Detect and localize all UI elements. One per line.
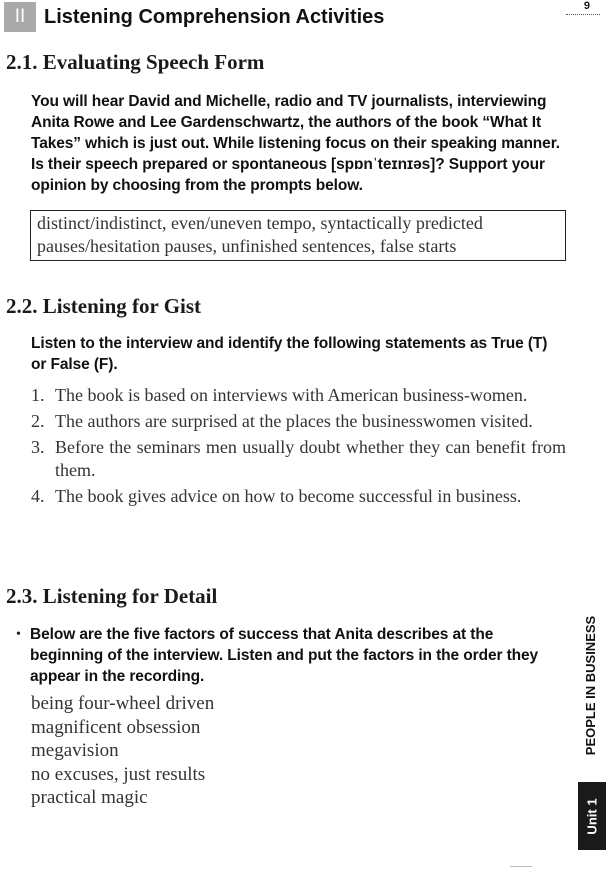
prompt-box: distinct/indistinct, even/uneven tempo, syntactically predicted pauses/hesitation pauses, unfinished sentences, false starts (30, 210, 566, 261)
heading-2-1: 2.1. Evaluating Speech Form (6, 50, 265, 74)
instruction-2-3-block (16, 624, 566, 687)
footer-mark (510, 866, 532, 867)
section-number-badge: II (4, 2, 36, 32)
factor-item: no excuses, just results (31, 763, 206, 785)
instruction-2-2: Listen to the interview and identify the following statements as True (T) or False (F). (31, 335, 548, 373)
statement-item (31, 485, 566, 508)
factor-item: being four-wheel driven (31, 693, 215, 714)
statement-item (31, 410, 566, 433)
unit-tab-label: Unit 1 (584, 797, 600, 835)
page-number-rule (566, 14, 600, 15)
statement-text: The authors are surprised at the places the businesswomen visited. (55, 411, 533, 431)
statement-number: 2. (31, 411, 45, 431)
statement-item (31, 436, 566, 482)
instruction-2-3: Below are the five factors of success that Anita describes at the beginning of the interview. Listen and put the factors in the order they appear in the recording. (30, 626, 539, 685)
statement-number: 1. (31, 385, 45, 405)
unit-tab (578, 782, 606, 850)
side-section-label (576, 600, 606, 770)
statement-text: The book is based on interviews with American business-women. (55, 385, 528, 405)
side-section-text: PEOPLE IN BUSINESS (583, 615, 599, 755)
section-title: Listening Comprehension Activities (44, 5, 385, 28)
statement-item (31, 384, 566, 407)
instruction-2-1: You will hear David and Michelle, radio and TV journalists, interviewing Anita Rowe and Lee Gardenschwartz, the authors of the book “What It Takes” which is just out. While listening focus on their speaking manner. Is their speech prepared or spontaneous [spɒnˈteɪnɪəs]? Support your opinion by choosing from the prompts below. (31, 93, 560, 194)
statement-text: Before the seminars men usually doubt whether they can benefit from them. (55, 437, 566, 480)
factor-item: megavision (31, 740, 119, 761)
page-number: 9 (583, 0, 590, 12)
statement-number: 4. (31, 486, 45, 506)
statement-number: 3. (31, 437, 45, 457)
statement-list (31, 384, 566, 511)
factor-item: magnificent obsession (31, 716, 201, 738)
factor-list (31, 692, 214, 810)
statement-text: The book gives advice on how to become successful in business. (55, 486, 522, 506)
bullet-icon: • (16, 627, 21, 642)
heading-2-2: 2.2. Listening for Gist (6, 294, 202, 318)
page-header (4, 2, 384, 32)
factor-item: practical magic (31, 787, 148, 808)
heading-2-3: 2.3. Listening for Detail (6, 584, 218, 608)
